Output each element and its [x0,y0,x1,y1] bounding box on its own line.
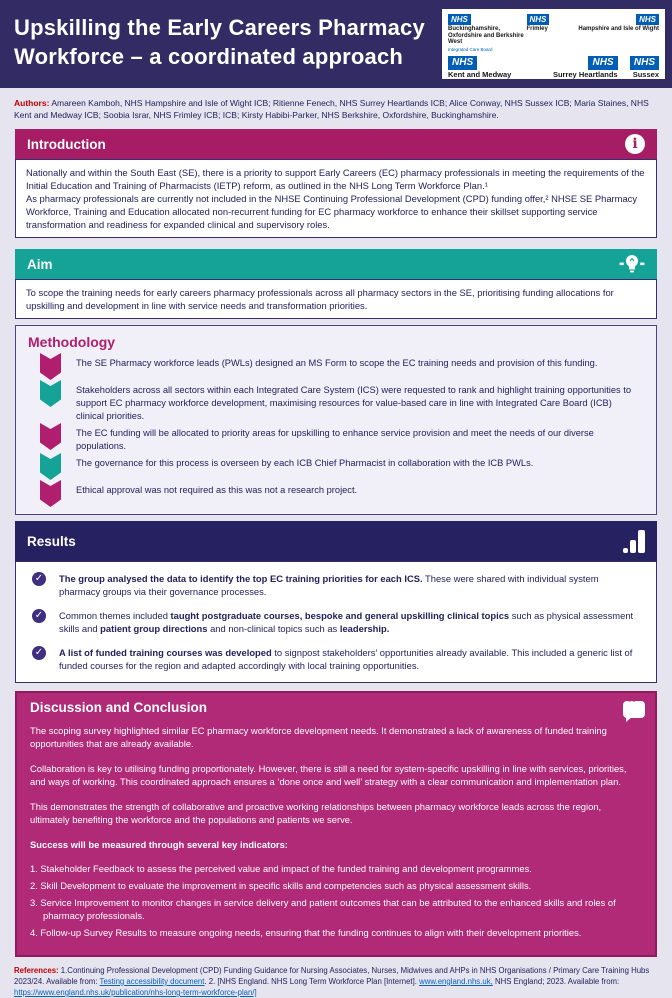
reference-link[interactable]: www.england.nhs.uk, [419,977,493,986]
down-arrow-icon [40,353,61,380]
aim-header [15,249,657,279]
results-item-text: Common themes included taught postgraduate courses, bespoke and general upskilling clinical topics such as physical assessment skills and patient group directions and non-clinical topics such as leadership. [59,610,634,634]
results-item [26,572,646,598]
introduction-body [15,159,657,238]
methodology-item [40,356,646,380]
section-discussion-conclusion [15,691,657,957]
discussion-indicator: 1. Stakeholder Feedback to assess the perceived value and impact of the funded training and development programmes. [30,863,532,874]
methodology-item [40,483,646,507]
references [14,965,656,998]
results-item-text: The group analysed the data to identify the top EC training priorities for each ICS. These were shared with individual system pharmacy groups via their governance processes. [59,573,599,597]
nhs-logo-label: Surrey Heartlands [552,69,618,79]
authors-line [0,88,672,126]
nhs-logo-label: Sussex [632,69,659,79]
results-header [15,521,657,561]
nhs-logo-label: Frimley [526,26,548,32]
down-arrow-icon [40,423,61,450]
nhs-logo-label: Hampshire and Isle of Wight [578,26,659,32]
methodology-item [40,383,646,423]
nhs-logo-hampshire-iow [567,14,659,52]
nhs-icon: NHS [527,14,550,25]
authors-label: Authors: [14,98,50,108]
aim-body [15,279,657,319]
nhs-logo-label: Buckinghamshire, Oxfordshire and Berkshire West [448,26,524,45]
discussion-paragraph: This demonstrates the strength of collaborative and proactive working relationships between pharmacy workforce leads across the region, ultimately benefiting the workforce and the populations and patients we serve. [30,801,602,825]
results-body [15,561,657,683]
discussion-title: Discussion and Conclusion [30,700,208,715]
down-arrow-icon [40,380,61,407]
nhs-icon: NHS [588,56,617,70]
authors-text: Amareen Kamboh, NHS Hampshire and Isle of Wight ICB; Ritienne Fenech, NHS Surrey Heartlands ICB; Alice Conway, NHS Sussex ICB; Maria Staines, NHS Kent and Medway ICB; Soobia Israr, NHS Frimley ICB; ICB; Kirsty Habibi-Parker, NHS Berkshire, Oxfordshire, Buckinghamshire. [14,98,649,120]
section-aim [15,249,657,319]
lightbulb-icon [619,252,645,276]
methodology-item [40,456,646,480]
nhs-logo-frimley [527,14,567,52]
methodology-item [40,426,646,453]
reference-link[interactable]: Testing accessibility document [99,977,205,986]
nhs-logo-kent-medway [448,56,525,79]
results-item [26,609,646,635]
discussion-paragraph: Collaboration is key to utilising funding proportionately. However, there is still a need for system-specific upskilling in line with services, priorities, and ways of working. This coordinated approach ensures a ‘done once and well’ strategy with a clear communication and implementation plan. [30,763,627,787]
methodology-title: Methodology [28,334,116,350]
methodology-item-text: Ethical approval was not required as this was not a research project. [76,485,358,495]
results-title: Results [27,533,76,549]
section-methodology [15,325,657,515]
methodology-item-text: The SE Pharmacy workforce leads (PWLs) designed an MS Form to scope the EC training needs and provision of this funding. [76,358,598,368]
nhs-icon: NHS [448,56,477,70]
bar-chart-icon [623,529,645,553]
poster-title [14,13,425,71]
introduction-header [15,129,657,159]
nhs-logo-surrey-heartlands [525,56,618,79]
methodology-item-text: Stakeholders across all sectors within each Integrated Care System (ICS) were requested to rank and highlight training opportunities to support EC pharmacy workforce development, maximising resources for value-based care in line with Integrated Care Board (ICB) clinical priorities. [76,385,632,421]
results-item [26,646,646,672]
nhs-icon: NHS [448,14,471,25]
discussion-indicators-heading: Success will be measured through several key indicators: [30,839,288,850]
introduction-title: Introduction [27,136,106,152]
nhs-logo-sussex [618,56,659,79]
poster-header [0,0,672,88]
methodology-item-text: The governance for this process is overseen by each ICB Chief Pharmacist in collaboration with the ICB PWLs. [76,458,534,468]
references-label: References: [14,966,59,975]
nhs-logo-sublabel: Integrated Care Board [448,46,493,52]
aim-paragraph: To scope the training needs for early careers pharmacy professionals across all pharmacy sectors in the SE, prioritising funding allocations for upskilling and development in line with service needs and transformation priorities. [26,287,614,311]
poster-title-line2: Workforce – a coordinated approach [14,44,404,69]
reference-link[interactable]: https://www.england.nhs.uk/publication/nhs-long-term-workforce-plan/] [14,988,257,997]
check-icon: ✓ [32,572,46,586]
down-arrow-icon [40,480,61,507]
nhs-icon: NHS [636,14,659,25]
references-text: 1.Continuing Professional Development (CPD) Funding Guidance for Nursing Associates, Nurses, Midwives and AHPs in NHS Organisations / Primary Care Training Hubs 2023/24. Available from: Testing accessibility document. 2. [NHS England. NHS Long Term Workforce Plan [Internet]. www.england.nhs.uk, NHS England; 2023. Available from: https://www.england.nhs.uk/publication/nhs-long-term-workforce-plan/] [14,966,650,997]
section-introduction [15,129,657,238]
nhs-icon: NHS [630,56,659,70]
info-icon: i [625,134,645,154]
nhs-logo-panel [442,9,665,79]
discussion-indicator: 2. Skill Development to evaluate the improvement in specific skills and competencies such as physical assessment skills. [30,880,532,891]
results-item-text: A list of funded training courses was developed to signpost stakeholders’ opportunities already available. This included a generic list of funded courses for the region and adapted accordingly with local training opportunities. [59,647,633,671]
discussion-indicator: 3. Service Improvement to monitor changes in service delivery and patient outcomes that can be attributed to the enhanced skills and roles of pharmacy professionals. [30,897,616,921]
aim-title: Aim [27,256,53,272]
poster-title-line1: Upskilling the Early Careers Pharmacy [14,15,425,40]
methodology-item-text: The EC funding will be allocated to priority areas for upskilling to enhance service provision and meet the needs of our diverse populations. [76,428,594,451]
check-icon: ✓ [32,609,46,623]
nhs-logo-bob [448,14,526,52]
discussion-paragraph: The scoping survey highlighted similar EC pharmacy workforce development needs. It demonstrated a lack of awareness of funded training opportunities that are already available. [30,725,607,749]
nhs-logo-label: Kent and Medway [448,69,512,79]
discussion-indicator: 4. Follow-up Survey Results to measure ongoing needs, ensuring that the funding continues to align with their development priorities. [30,927,582,938]
introduction-paragraph: As pharmacy professionals are currently not included in the NHSE Continuing Professional Development (CPD) funding offer,² NHSE SE Pharmacy Workforce, Training and Education allocated non-recurrent funding for EC pharmacy workforce to enhance their skillset supporting service transformation and readiness for expanded clinical and supervisory roles. [26,193,638,230]
introduction-paragraph: Nationally and within the South East (SE), there is a priority to support Early Careers (EC) pharmacy professionals in meeting the requirements of the Initial Education and Training of Pharmacists (IETP) reform, as outlined in the NHS Long Term Workforce Plan.¹ [26,167,645,191]
check-icon: ✓ [32,646,46,660]
quote-icon: “ [623,701,645,718]
section-results [15,521,657,683]
down-arrow-icon [40,453,61,480]
